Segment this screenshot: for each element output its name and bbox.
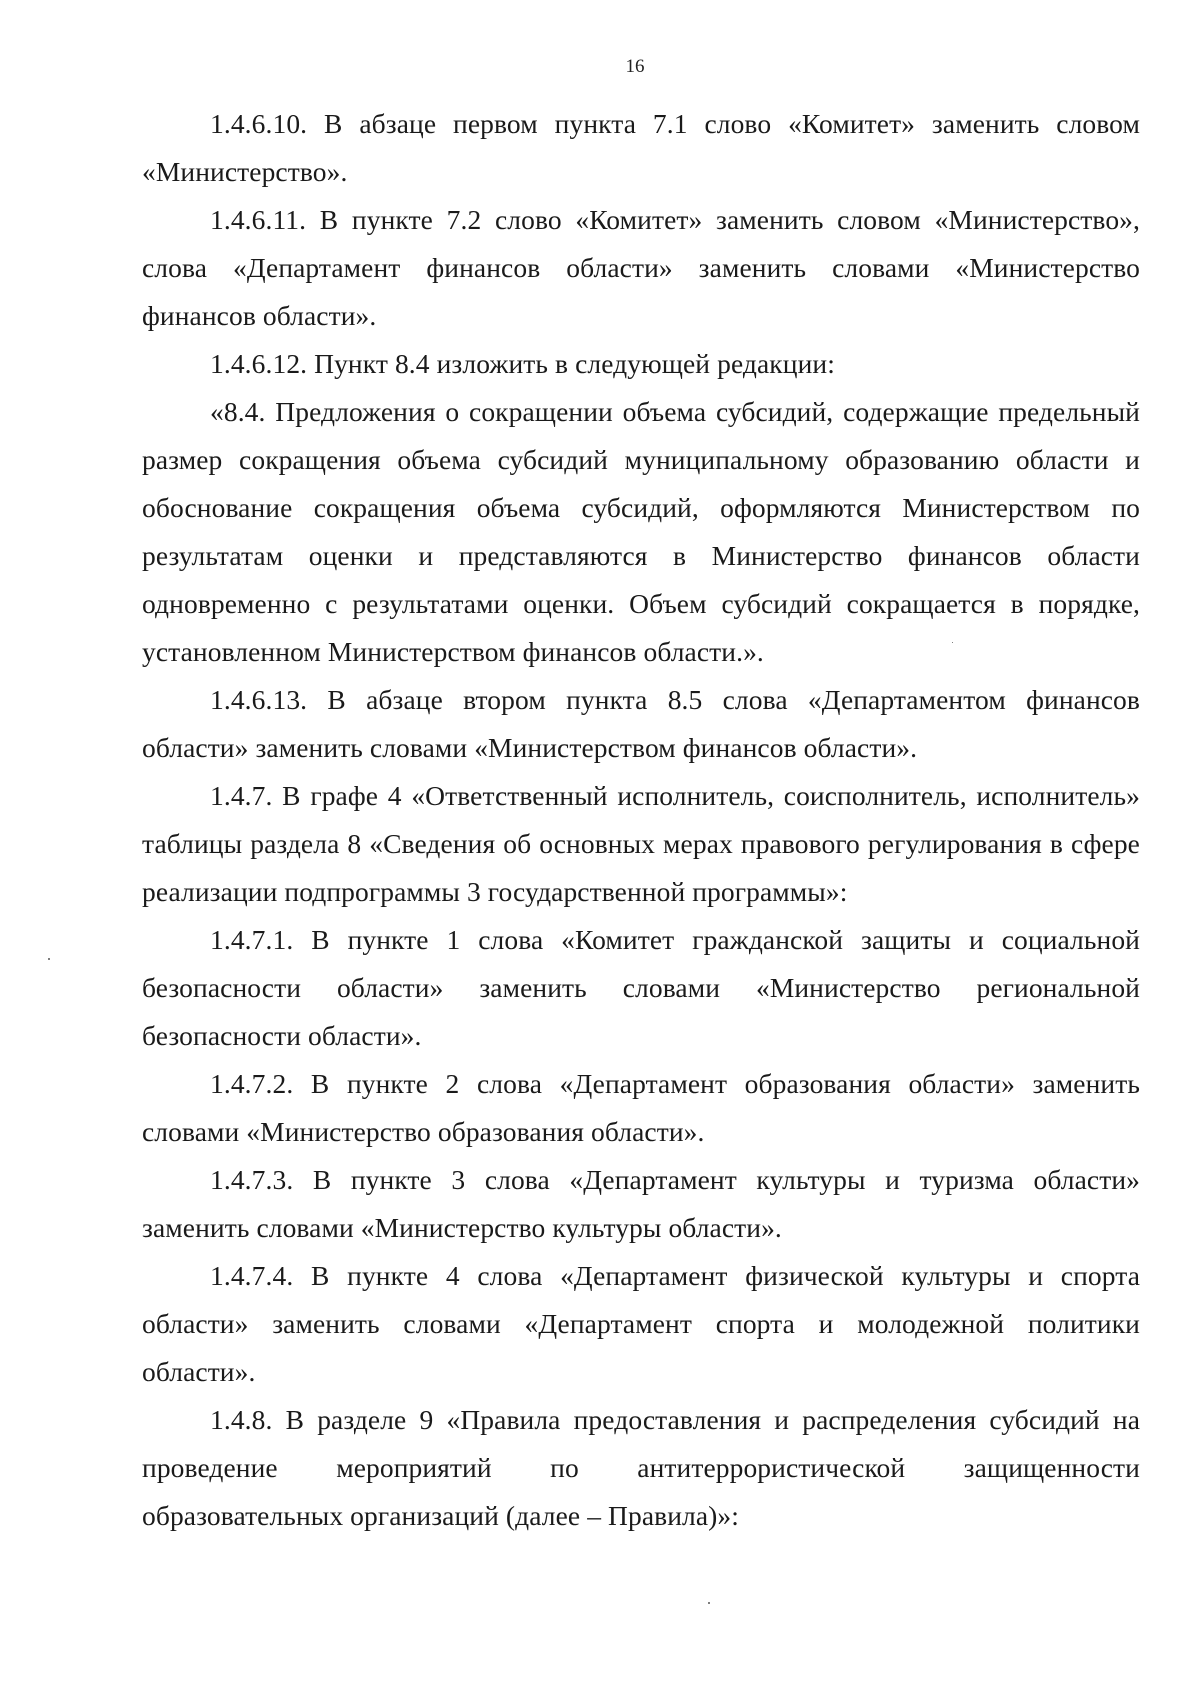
paragraph-1-4-6-12: 1.4.6.12. Пункт 8.4 изложить в следующей редакции: — [210, 348, 835, 379]
paragraph-1-4-7-2: 1.4.7.2. В пункте 2 слова «Департамент образования области» заменить словами «Министерство образования области». — [142, 1068, 1140, 1147]
paragraph-1-4-7-3: 1.4.7.3. В пункте 3 слова «Департамент культуры и туризма области» заменить словами «Министерство культуры области». — [142, 1164, 1140, 1243]
scan-speck — [952, 642, 953, 643]
paragraph-1-4-7-4: 1.4.7.4. В пункте 4 слова «Департамент физической культуры и спорта области» заменить словами «Департамент спорта и молодежной политики области». — [142, 1260, 1140, 1387]
scan-speck — [48, 958, 50, 960]
paragraph-1-4-7: 1.4.7. В графе 4 «Ответственный исполнитель, соисполнитель, исполнитель» таблицы раздела 8 «Сведения об основных мерах правового регулирования в сфере реализации подпрограммы 3 государственной программы»: — [142, 780, 1140, 907]
paragraph-1-4-7-1: 1.4.7.1. В пункте 1 слова «Комитет гражданской защиты и социальной безопасности области» заменить словами «Министерство региональной безопасности области». — [142, 924, 1140, 1051]
page-number: 16 — [625, 56, 645, 77]
paragraph-1-4-6-13: 1.4.6.13. В абзаце втором пункта 8.5 слова «Департаментом финансов области» заменить словами «Министерством финансов области». — [142, 684, 1140, 763]
paragraph-1-4-8: 1.4.8. В разделе 9 «Правила предоставления и распределения субсидий на проведение мероприятий по антитеррористической защищенности образовательных организаций (далее – Правила)»: — [142, 1404, 1140, 1531]
paragraph-quoted-8-4: «8.4. Предложения о сокращении объема субсидий, содержащие предельный размер сокращения объема субсидий муниципальному образованию области и обоснование сокращения объема субсидий, оформляются Министерством по результатам оценки и представляются в Министерство финансов области одновременно с результатами оценки. Объем субсидий сокращается в порядке, установленном Министерством финансов области.». — [142, 396, 1140, 667]
document-body — [142, 100, 1140, 1540]
paragraph-1-4-6-10: 1.4.6.10. В абзаце первом пункта 7.1 слово «Комитет» заменить словом «Министерство». — [142, 108, 1140, 187]
paragraph-1-4-6-11: 1.4.6.11. В пункте 7.2 слово «Комитет» заменить словом «Министерство», слова «Департамент финансов области» заменить словами «Министерство финансов области». — [142, 204, 1140, 331]
scan-speck — [708, 1602, 710, 1604]
